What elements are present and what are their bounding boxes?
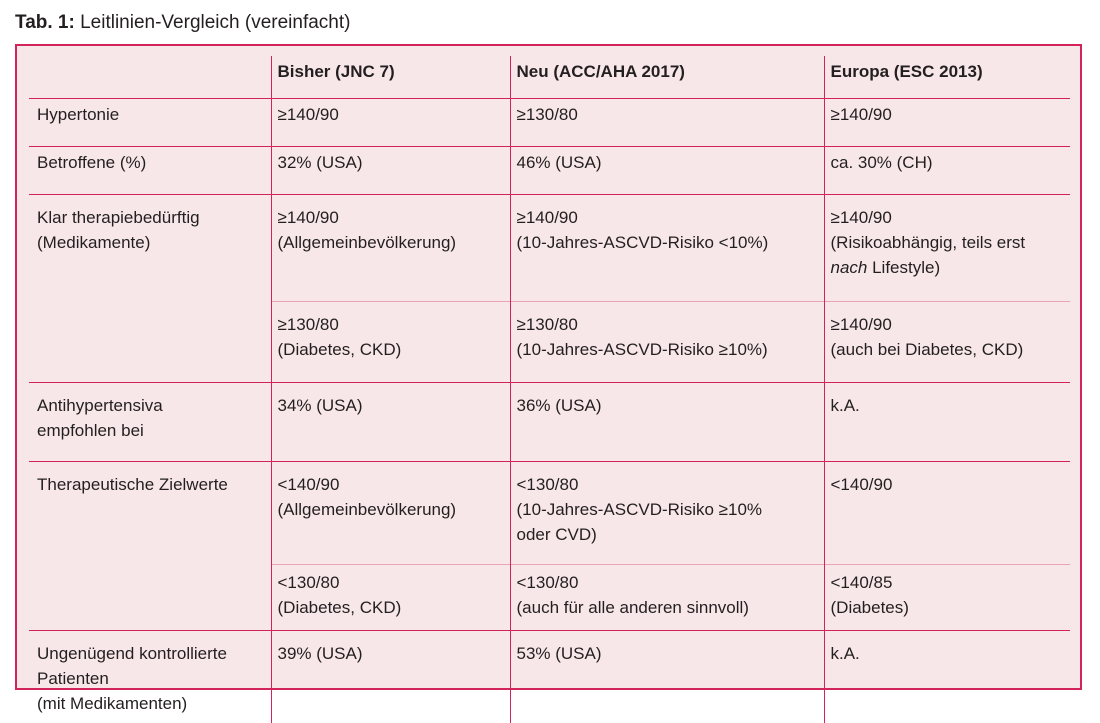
caption-label: Tab. 1: — [15, 12, 75, 33]
cell-line: <130/80 — [517, 472, 824, 497]
cell-hypertonie-esc: ≥140/90 — [824, 99, 1070, 147]
table-row — [29, 462, 1070, 565]
label-line: Antihypertensiva — [37, 393, 271, 418]
cell-line: (auch bei Diabetes, CKD) — [831, 337, 1071, 362]
label-line: Patienten — [37, 666, 271, 691]
cell-line: (Risikoabhängig, teils erst — [831, 230, 1071, 255]
cell-ungenuegend-esc: k.A. — [824, 631, 1070, 723]
label-line: (Medikamente) — [37, 230, 271, 255]
cell-hypertonie-acc-aha: ≥130/80 — [510, 99, 824, 147]
header-jnc7: Bisher (JNC 7) — [271, 56, 510, 99]
cell-line: (Allgemeinbevölkerung) — [278, 230, 510, 255]
emphasis-text: nach — [831, 258, 868, 277]
cell-ziel2-acc-aha — [510, 565, 824, 631]
cell-ungenuegend-jnc7: 39% (USA) — [271, 631, 510, 723]
cell-line: <140/90 — [831, 472, 1071, 497]
table-row — [29, 195, 1070, 302]
cell-line: (Diabetes, CKD) — [278, 595, 510, 620]
cell-line: oder CVD) — [517, 522, 824, 547]
table-row — [29, 147, 1070, 195]
cell-betroffene-esc: ca. 30% (CH) — [824, 147, 1070, 195]
cell-line: <140/85 — [831, 570, 1071, 595]
row-label-therapiebeduerftig — [29, 195, 271, 383]
label-line: Ungenügend kontrollierte — [37, 641, 271, 666]
row-label-hypertonie: Hypertonie — [29, 99, 271, 147]
cell-therapie1-esc — [824, 195, 1070, 302]
cell-line: <140/90 — [278, 472, 510, 497]
cell-line: ≥140/90 — [517, 205, 824, 230]
cell-line: (10-Jahres-ASCVD-Risiko <10%) — [517, 230, 824, 255]
cell-therapie1-acc-aha — [510, 195, 824, 302]
cell-therapie2-jnc7 — [271, 302, 510, 383]
cell-line: (auch für alle anderen sinnvoll) — [517, 595, 824, 620]
guideline-comparison-table — [29, 56, 1070, 723]
header-acc-aha: Neu (ACC/AHA 2017) — [510, 56, 824, 99]
label-line: Klar therapiebedürftig — [37, 205, 271, 230]
cell-ziel1-acc-aha — [510, 462, 824, 565]
table-row — [29, 383, 1070, 462]
cell-betroffene-acc-aha: 46% (USA) — [510, 147, 824, 195]
header-row — [29, 56, 1070, 99]
table-caption — [15, 10, 350, 36]
cell-ziel1-esc — [824, 462, 1070, 565]
cell-line: (10-Jahres-ASCVD-Risiko ≥10% — [517, 497, 824, 522]
cell-line: <130/80 — [517, 570, 824, 595]
cell-therapie1-jnc7 — [271, 195, 510, 302]
cell-line: (Allgemeinbevölkerung) — [278, 497, 510, 522]
cell-line: ≥140/90 — [278, 205, 510, 230]
caption-text: Leitlinien-Vergleich (vereinfacht) — [75, 12, 351, 33]
cell-hypertonie-jnc7: ≥140/90 — [271, 99, 510, 147]
cell-ziel1-jnc7 — [271, 462, 510, 565]
cell-ziel2-esc — [824, 565, 1070, 631]
cell-ziel2-jnc7 — [271, 565, 510, 631]
cell-antihypertensiva-esc: k.A. — [824, 383, 1070, 462]
table-row — [29, 631, 1070, 723]
cell-therapie2-esc — [824, 302, 1070, 383]
cell-betroffene-jnc7: 32% (USA) — [271, 147, 510, 195]
row-label-zielwerte: Therapeutische Zielwerte — [29, 462, 271, 631]
cell-line: (10-Jahres-ASCVD-Risiko ≥10%) — [517, 337, 824, 362]
header-empty — [29, 56, 271, 99]
row-label-betroffene: Betroffene (%) — [29, 147, 271, 195]
table-frame — [15, 44, 1082, 690]
row-label-antihypertensiva — [29, 383, 271, 462]
cell-line: ≥140/90 — [831, 312, 1071, 337]
cell-line: (Diabetes, CKD) — [278, 337, 510, 362]
cell-antihypertensiva-acc-aha: 36% (USA) — [510, 383, 824, 462]
cell-ungenuegend-acc-aha: 53% (USA) — [510, 631, 824, 723]
cell-text: Lifestyle) — [867, 258, 940, 277]
table-row — [29, 99, 1070, 147]
cell-line: <130/80 — [278, 570, 510, 595]
label-line: (mit Medikamenten) — [37, 691, 271, 716]
cell-line: ≥140/90 — [831, 205, 1071, 230]
row-label-ungenuegend — [29, 631, 271, 723]
header-esc: Europa (ESC 2013) — [824, 56, 1070, 99]
cell-antihypertensiva-jnc7: 34% (USA) — [271, 383, 510, 462]
label-line: empfohlen bei — [37, 418, 271, 443]
cell-therapie2-acc-aha — [510, 302, 824, 383]
cell-line: ≥130/80 — [517, 312, 824, 337]
cell-line: (Diabetes) — [831, 595, 1071, 620]
cell-line: ≥130/80 — [278, 312, 510, 337]
cell-line — [831, 255, 1071, 280]
